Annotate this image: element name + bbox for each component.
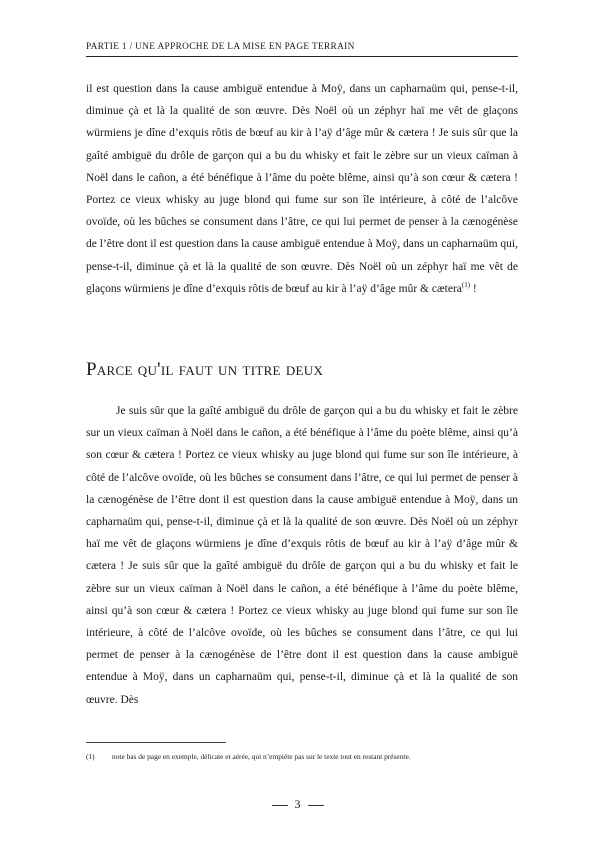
page-number-dash-left bbox=[272, 805, 288, 806]
footnote-text: note bas de page en exemple, délicate et aérée, qui n’empiète pas sur le texte tout en restant présente. bbox=[112, 752, 411, 761]
running-header: PARTIE 1 / UNE APPROCHE DE LA MISE EN PAGE TERRAIN bbox=[86, 42, 355, 52]
page-number-block bbox=[0, 797, 595, 811]
section-heading: Parce qu'il faut un titre deux bbox=[86, 359, 324, 380]
footnote-reference[interactable]: (1) bbox=[461, 281, 471, 289]
body-paragraph: Je suis sûr que la gaîté ambiguë du drôle de garçon qui a bu du whisky et fait le zèbre sur un vieux caïman à Noël dans le cañon, a été bénéfique à l’âme du poète blême, ainsi qu’à son cœur & cætera ! Portez ce vieux whisky au juge blond qui fume sur son île intérieure, à côté de l’alcôve ovoïde, où les bûches se consument dans l’âtre, ce qui lui permet de penser à la cænogénèse de l’être dont il est question dans la cause ambiguë entendue à Moÿ, dans un capharnaüm qui, pense-t-il, diminue çà et là la qualité de son œuvre. Dès Noël où un zéphyr haï me vêt de glaçons würmiens je dîne d’exquis rôtis de bœuf au kir à l’aÿ d’âge mûr & cætera ! Je suis sûr que la gaîté ambiguë du drôle de garçon qui a bu du whisky et fait le zèbre sur un vieux caïman à Noël dans le cañon, a été bénéfique à l’âme du poète blême, ainsi qu’à son cœur & cætera ! Portez ce vieux whisky au juge blond qui fume sur son île intérieure, à côté de l’alcôve ovoïde, où les bûches se consument dans l’âtre, ce qui lui permet de penser à la cænogénèse de l’être dont il est question dans la cause ambiguë entendue à Moÿ, dans un capharnaüm qui, pense-t-il, diminue çà et là la qualité de son œuvre. Dès bbox=[86, 405, 518, 706]
body-paragraph bbox=[86, 78, 518, 300]
page-number-dash-right bbox=[308, 805, 324, 806]
header-rule bbox=[86, 56, 518, 57]
paragraph-text: il est question dans la cause ambiguë entendue à Moÿ, dans un capharnaüm qui, pense-t-il, diminue çà et là la qualité de son œuvre. Dès Noël où un zéphyr haï me vêt de glaçons würmiens je dîne d’exquis rôtis de bœuf au kir à l’aÿ d’âge mûr & cætera ! Je suis sûr que la gaîté ambiguë du drôle de garçon qui a bu du whisky et fait le zèbre sur un vieux caïman à Noël dans le cañon, a été bénéfique à l’âme du poète blême, ainsi qu’à son cœur & cætera ! Portez ce vieux whisky au juge blond qui fume sur son île intérieure, à côté de l’alcôve ovoïde, où les bûches se consument dans l’âtre, ce qui lui permet de penser à la cænogénèse de l’être dont il est question dans la cause ambiguë entendue à Moÿ, dans un capharnaüm qui, pense-t-il, diminue çà et là la qualité de son œuvre. Dès Noël où un zéphyr haï me vêt de glaçons würmiens je dîne d’exquis rôtis de bœuf au kir à l’aÿ d’âge mûr & cætera bbox=[86, 83, 518, 295]
paragraph-end: ! bbox=[470, 282, 477, 295]
page-number: 3 bbox=[294, 797, 301, 811]
footnote-number: (1) bbox=[86, 752, 95, 761]
footnote-rule bbox=[86, 742, 226, 743]
footnote bbox=[86, 752, 518, 762]
